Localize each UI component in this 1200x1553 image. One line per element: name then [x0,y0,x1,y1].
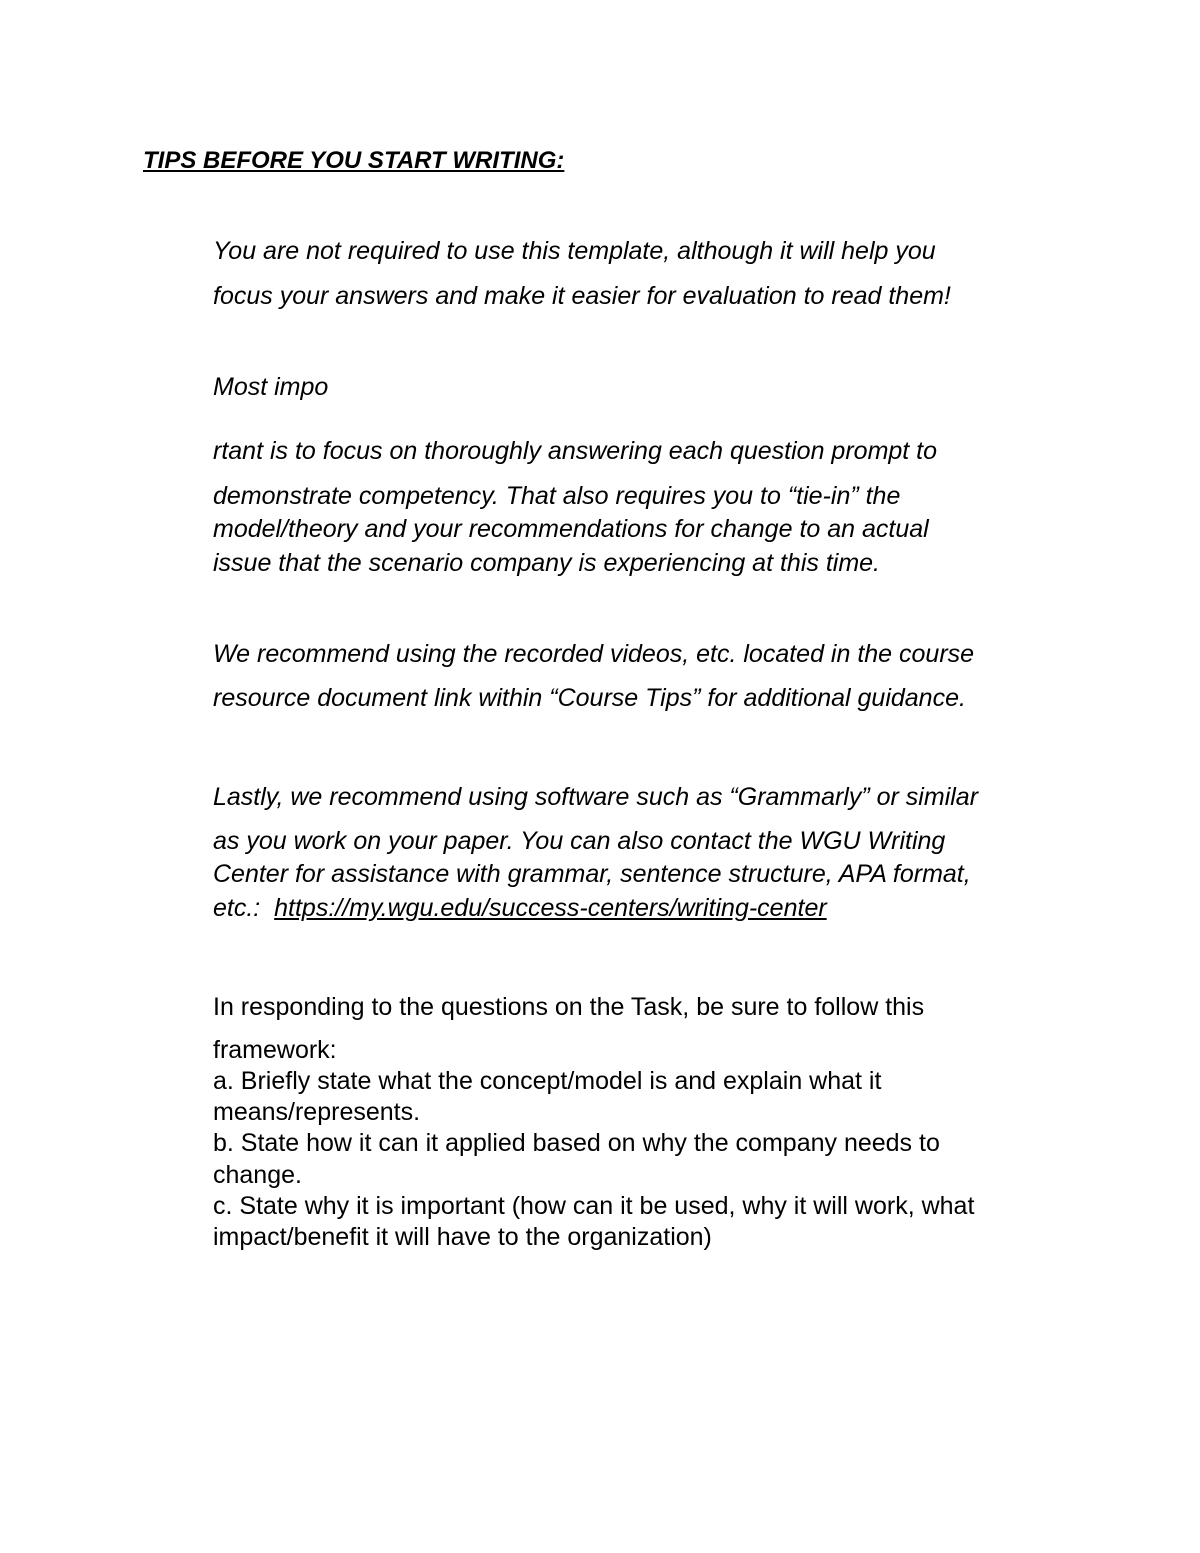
intro-line-2: focus your answers and make it easier for evaluation to read them! [213,282,951,310]
framework-line-1: In responding to the questions on the Task, be sure to follow this [213,993,925,1021]
important-line-3: demonstrate competency. That also requires you to “tie-in” the [213,482,901,510]
framework-item-c-cont: impact/benefit it will have to the organization) [213,1223,712,1251]
page-heading: TIPS BEFORE YOU START WRITING: [143,147,565,174]
lastly-line-4-prefix: etc.: [213,894,275,922]
lastly-line-2: as you work on your paper. You can also contact the WGU Writing [213,827,946,855]
writing-center-link[interactable]: https://my.wgu.edu/success-centers/writing-center [274,894,827,922]
framework-item-b-cont: change. [213,1161,302,1189]
framework-item-b: b. State how it can it applied based on why the company needs to [213,1129,940,1157]
framework-item-a: a. Briefly state what the concept/model is and explain what it [213,1067,882,1095]
lastly-line-3: Center for assistance with grammar, sentence structure, APA format, [213,860,971,888]
framework-item-c: c. State why it is important (how can it be used, why it will work, what [213,1192,975,1220]
important-line-4: model/theory and your recommendations for change to an actual [213,515,929,543]
intro-line-1: You are not required to use this template, although it will help you [213,237,936,265]
important-line-5: issue that the scenario company is experiencing at this time. [213,549,881,577]
videos-line-1: We recommend using the recorded videos, etc. located in the course [213,640,975,668]
framework-line-2: framework: [213,1036,337,1064]
lastly-line-4 [213,893,827,923]
important-line-1: Most impo [213,373,329,401]
lastly-line-1: Lastly, we recommend using software such as “Grammarly” or similar [213,783,979,811]
important-line-2: rtant is to focus on thoroughly answering each question prompt to [213,437,938,465]
framework-item-a-cont: means/represents. [213,1098,421,1126]
videos-line-2: resource document link within “Course Tips” for additional guidance. [213,684,966,712]
